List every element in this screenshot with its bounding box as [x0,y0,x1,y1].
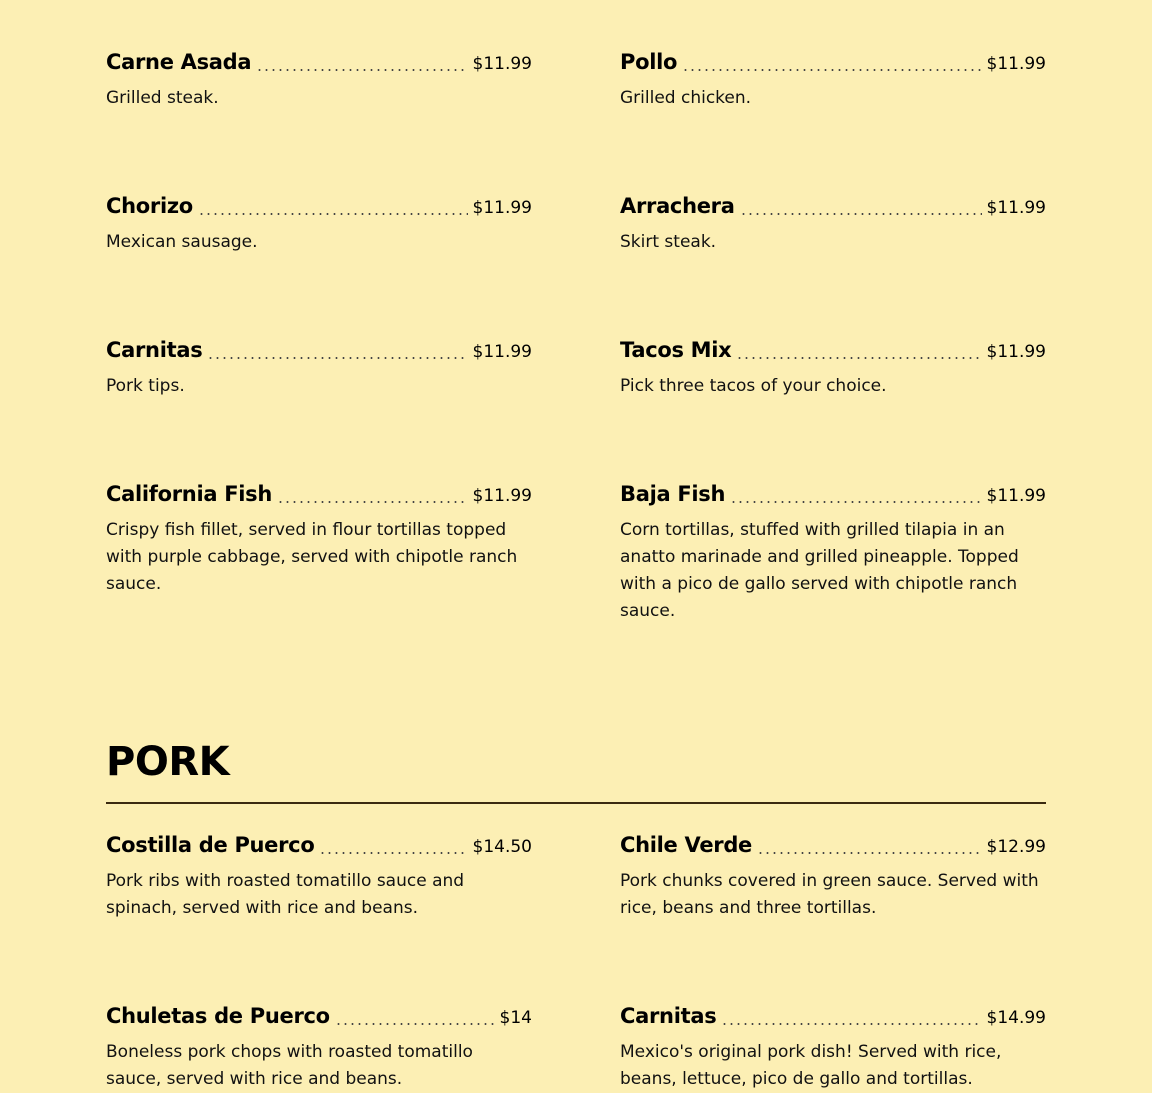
menu-item [620,189,1046,256]
leader-dots [319,852,467,854]
item-name: Baja Fish [620,482,726,506]
menu-item [106,189,532,256]
item-price: $11.99 [472,198,532,218]
item-description: Pick three tacos of your choice. [620,376,887,396]
item-price: $11.99 [986,486,1046,506]
leader-dots [198,213,468,215]
item-price: $11.99 [986,54,1046,74]
item-description: Grilled chicken. [620,88,752,108]
item-description: Pork chunks covered in green sauce. Served with rice, beans and three tortillas. [620,871,1039,918]
section-divider [106,802,1046,804]
item-name: Carnitas [106,338,203,362]
item-description: Mexico's original pork dish! Served with rice, beans, lettuce, pico de gallo and tortillas. [620,1042,1002,1089]
item-description: Pork ribs with roasted tomatillo sauce and spinach, served with rice and beans. [106,871,465,918]
menu-item [620,45,1046,112]
leader-dots [682,69,981,71]
item-price: $14.50 [472,837,532,857]
section-title: PORK [106,739,230,785]
item-price: $11.99 [472,342,532,362]
item-price: $11.99 [986,198,1046,218]
item-description: Grilled steak. [106,88,219,108]
item-price: $11.99 [986,342,1046,362]
leader-dots [721,1023,981,1025]
item-name: California Fish [106,482,273,506]
leader-dots [730,501,981,503]
item-name: Pollo [620,50,678,74]
leader-dots [740,213,982,215]
item-name: Chile Verde [620,833,752,857]
item-price: $11.99 [472,486,532,506]
leader-dots [757,852,982,854]
item-description: Pork tips. [106,376,185,396]
leader-dots [736,357,981,359]
item-name: Chuletas de Puerco [106,1004,330,1028]
item-name: Tacos Mix [620,338,732,362]
menu-item [620,999,1046,1093]
menu-item [106,999,532,1093]
item-name: Arrachera [620,194,735,218]
item-name: Carne Asada [106,50,252,74]
item-name: Carnitas [620,1004,717,1028]
item-description: Mexican sausage. [106,232,258,252]
item-name: Chorizo [106,194,193,218]
item-price: $12.99 [986,837,1046,857]
menu-item [106,45,532,112]
menu-item [106,333,532,400]
item-price: $11.99 [472,54,532,74]
menu-item [106,828,532,922]
menu-item [106,477,532,598]
leader-dots [277,501,467,503]
leader-dots [335,1023,495,1025]
item-name: Costilla de Puerco [106,833,315,857]
item-description: Crispy fish fillet, served in flour tortillas topped with purple cabbage, served with chipotle ranch sauce. [106,520,518,594]
item-description: Boneless pork chops with roasted tomatillo sauce, served with rice and beans. [106,1042,473,1089]
item-description: Skirt steak. [620,232,717,252]
leader-dots [207,357,467,359]
item-price: $14.99 [986,1008,1046,1028]
leader-dots [256,69,467,71]
menu-item [620,477,1046,625]
item-price: $14 [499,1008,532,1028]
menu-item [620,828,1046,922]
item-description: Corn tortillas, stuffed with grilled tilapia in an anatto marinade and grilled pineapple. Topped with a pico de gallo served with chipotle ranch sauce. [620,520,1019,621]
menu-item [620,333,1046,400]
